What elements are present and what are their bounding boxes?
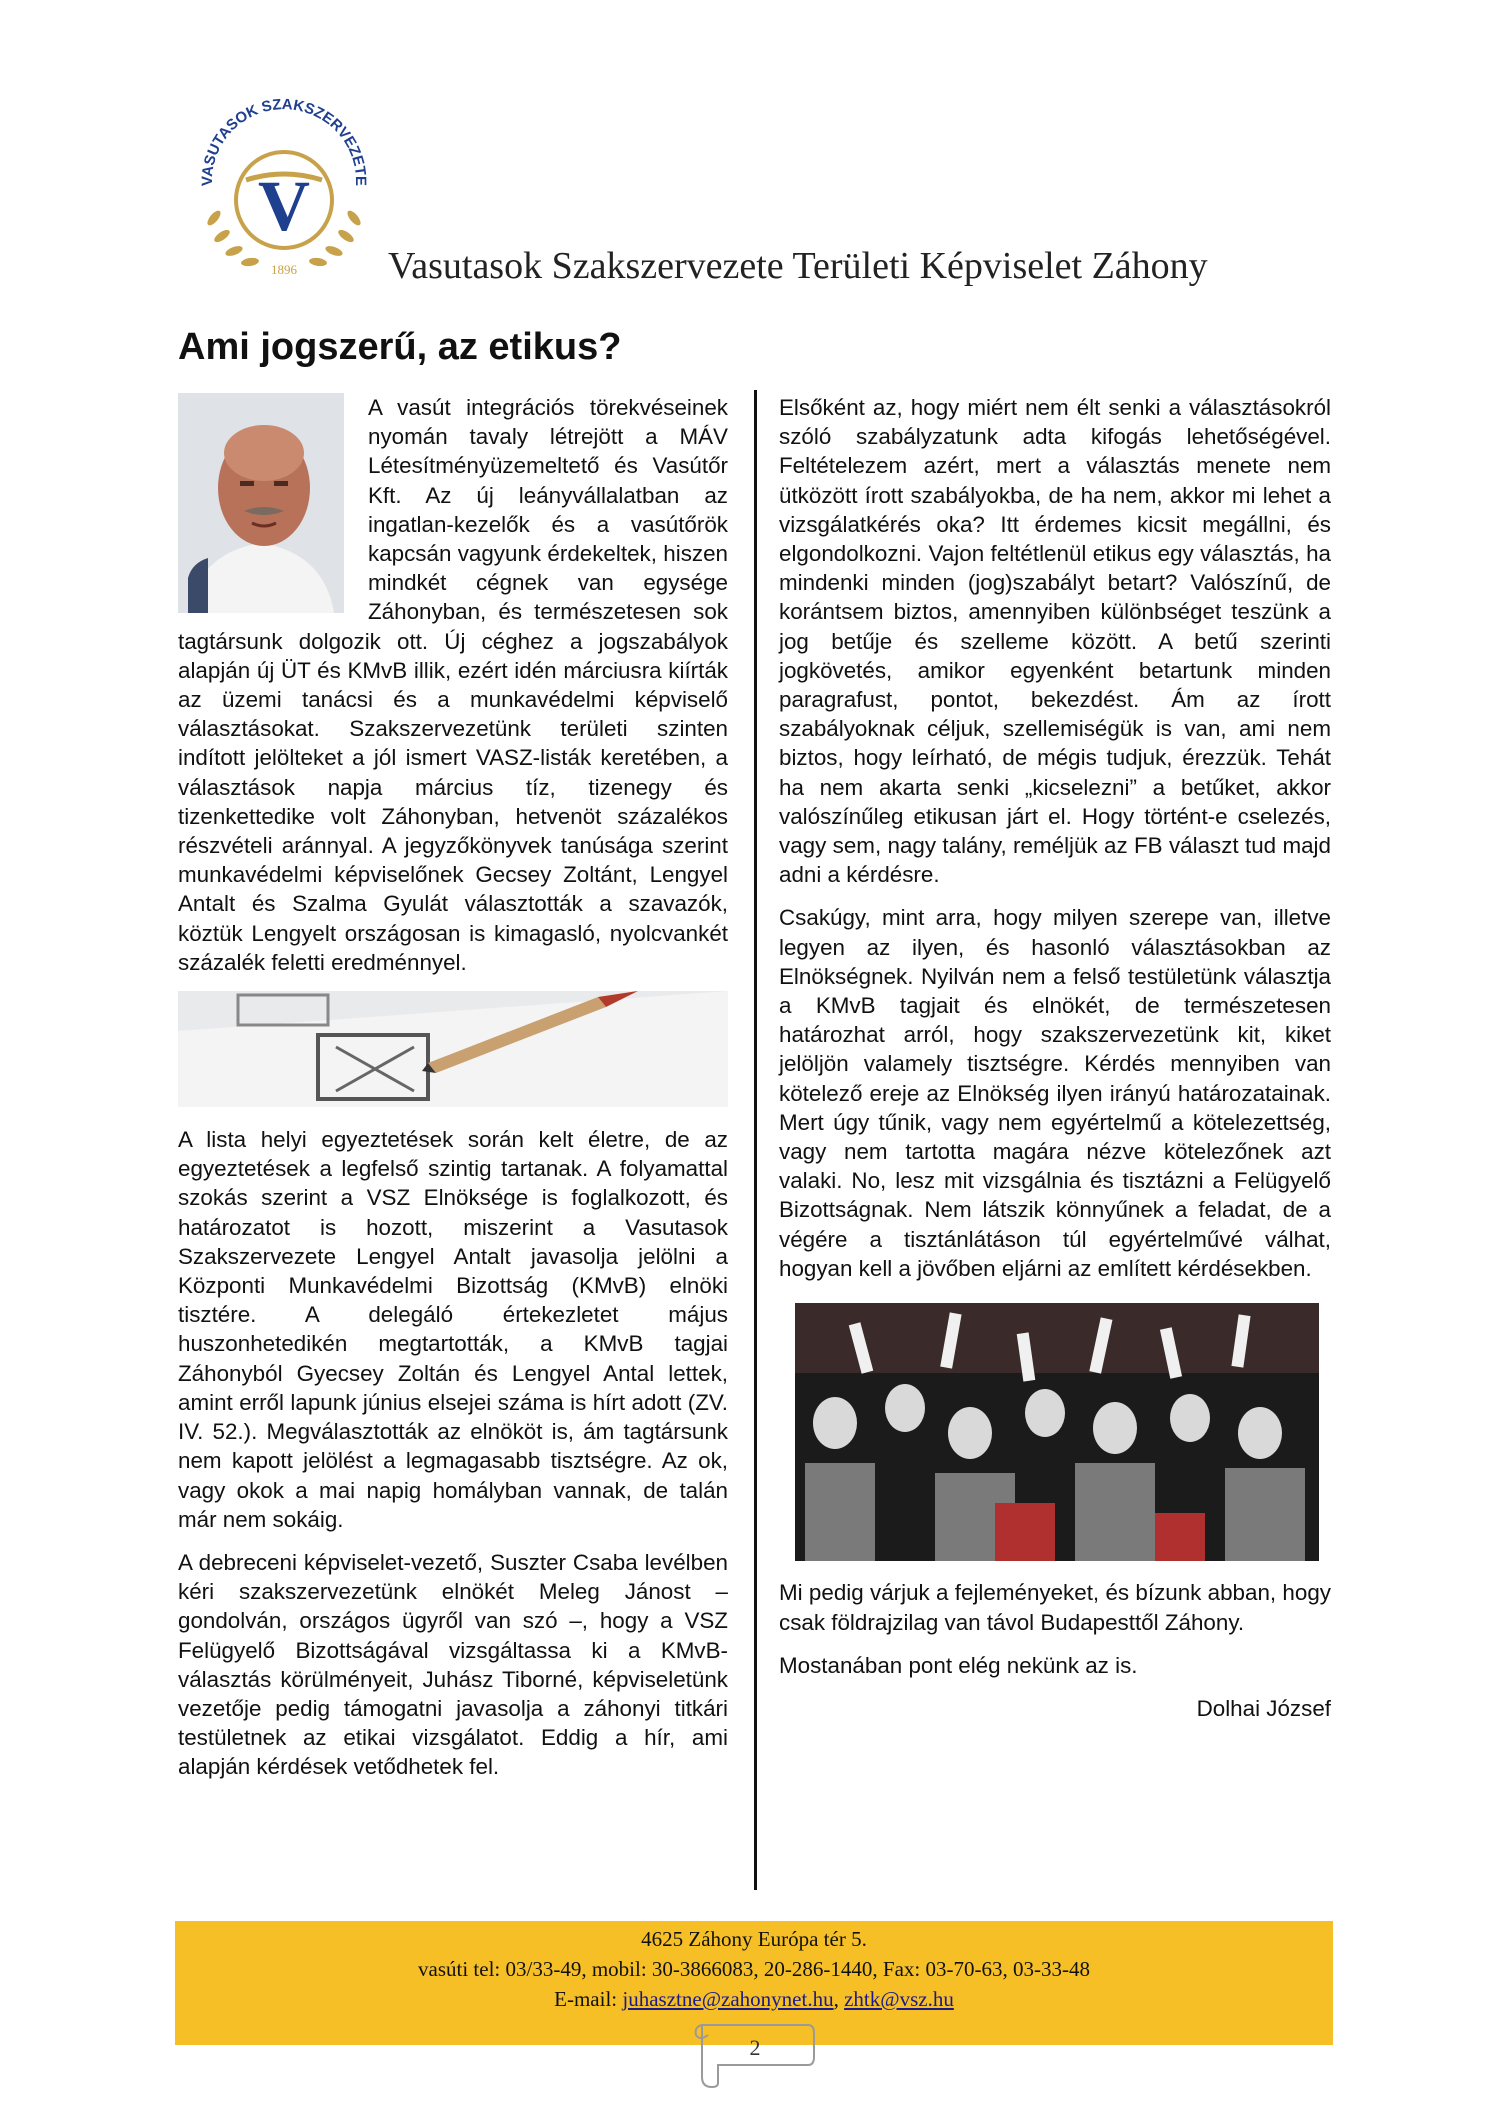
footer-email-separator: , [833, 1987, 839, 2011]
article-paragraph: Mi pedig várjuk a fejleményeket, és bízunk abban, hogy csak földrajzilag van távol Budapesttől Záhony. [779, 1580, 1331, 1635]
author-portrait [178, 393, 344, 613]
header-title: Vasutasok Szakszervezete Területi Képviselet Záhony [388, 245, 1208, 287]
article-paragraph: A debreceni képviselet-vezető, Suszter Csaba levélben kéri szakszervezetünk elnökét Meleg Jánost – gondolván, országos ügyről van szó –, hogy a VSZ Felügyelő Bizottságával vizsgáltassa ki a KMvB-választás körülményeit, Juhász Tiborné, képviseletünk vezetője pedig támogatni javasolja a záhonyi titkári testületnek az etikai vizsgálatot. Eddig a hír, ami alapján kérdések vetődhetek fel. [178, 1549, 728, 1780]
article-column-right [779, 393, 1331, 1737]
logo-letter: V [258, 166, 310, 246]
meeting-photo [795, 1303, 1319, 1561]
email-link-zhtk[interactable]: zhtk@vsz.hu [844, 1987, 954, 2011]
page-number-text: 2 [749, 2035, 761, 2060]
footer-address: 4625 Záhony Európa tér 5. [641, 1927, 867, 1951]
article-paragraph: Mostanában pont elég nekünk az is. [779, 1652, 1138, 1678]
footer-email-line [175, 1984, 1333, 2014]
email-link-juhasztne[interactable]: juhasztne@zahonynet.hu [622, 1987, 834, 2011]
column-divider [754, 390, 757, 1890]
union-logo [184, 88, 384, 288]
article-column-left [178, 393, 728, 1796]
footer-email-label: E-mail: [554, 1987, 618, 2011]
ballot-image [178, 991, 728, 1107]
page-number [690, 2017, 820, 2089]
article-paragraph: Csakúgy, mint arra, hogy milyen szerepe van, illetve legyen az ilyen, és hasonló választásokban az Elnökségnek. Nyilván nem a felső testületünk választja a KMvB tagjait és elnökét, de természetesen határozhat arról, hogy szakszervezetünk kit, kiket jelöljön valamely tisztségre. Kérdés mennyiben van kötelező ereje az Elnökség ilyen irányú határozatainak. Mert úgy tűnik, vagy nem egyértelmű a kötelezettség, vagy nem tartotta magára nézve kötelezőnek azt valaki. No, lesz mit vizsgálnia és tisztázni a Felügyelő Bizottságnak. Nem látszik könnyűnek a feladat, de a végére a tisztánlátáson túl egyértelművé válhat, hogyan kell a jövőben eljárni az említett kérdésekben. [779, 905, 1331, 1281]
logo-year: 1896 [271, 262, 297, 277]
article-title: Ami jogszerű, az etikus? [178, 326, 622, 368]
footer-phones: vasúti tel: 03/33-49, mobil: 30-3866083, 20-286-1440, Fax: 03-70-63, 03-33-48 [418, 1957, 1090, 1981]
author-signature: Dolhai József [1196, 1695, 1331, 1721]
article-paragraph: A vasút integrációs törekvéseinek nyomán tavaly létrejött a MÁV Létesítményüzemeltető és Vasútőr Kft. Az új leányvállalatban az ingatlan-kezelők és a vasútőrök kapcsán vagyunk érdekeltek, hiszen mindkét cégnek van egysége Záhonyban, és természetesen sok tagtársunk dolgozik ott. Új céghez a jogszabályok alapján új ÜT és KMvB illik, ezért idén márciusra kiírták az üzemi tanácsi és a munkavédelmi képviselő választásokat. Szakszervezetünk területi szinten indított jelölteket a jól ismert VASZ-listák keretében, a választások napja március tíz, tizenegy és tizenkettedike volt Záhonyban, hetvenöt százalékos részvételi aránnyal. A jegyzőkönyvek tanúsága szerint munkavédelmi képviselőnek Gecsey Zoltánt, Lengyel Antalt és Szalma Gyulát választották a szavazók, köztük Lengyelt országosan is kimagasló, nyolcvankét százalék feletti eredménnyel. [178, 395, 728, 975]
article-paragraph: A lista helyi egyeztetések során kelt életre, de az egyeztetések a legfelső szintig tartanak. A folyamattal szokás szerint a VSZ Elnöksége is foglalkozott, és határozatot is hozott, miszerint a Vasutasok Szakszervezete Lengyel Antalt javasolja jelölni a Központi Munkavédelmi Bizottság (KMvB) elnöki tisztére. A delegáló értekezletet május huszonhetedikén megtartották, a KMvB tagjai Záhonyból Gyecsey Zoltán és Lengyel Antal lettek, amint erről lapunk június elsejei száma is hírt adott (ZV. IV. 52.). Megválasztották az elnököt is, ám tagtársunk nem kapott jelölést a legmagasabb tisztségre. Az ok, vagy okok a mai napig homályban vannak, de talán már nem sokáig. [178, 1127, 728, 1532]
article-paragraph: Elsőként az, hogy miért nem élt senki a választásokról szóló szabályzatunk adta kifogás lehetőségével. Feltételezem azért, mert a választás menete nem ütközött írott szabályokba, de ha nem, akkor mi lehet a vizsgálatkérés oka? Itt érdemes kicsit megállni, és elgondolkozni. Vajon feltétlenül etikus egy választás, ha mindenki minden (jog)szabályt betart? Valószínű, de korántsem biztos, amennyiben különbséget teszünk a jog betűje és szelleme között. A betű szerinti jogkövetés, amikor egyenként betartunk minden paragrafust, pontot, bekezdést. Ám az írott szabályoknak céljuk, szellemiségük is van, ami nem biztos, hogy leírható, de mégis tudjuk, érezzük. Tehát ha nem akarta senki „kicselezni” a betűket, akkor valószínűleg etikusan járt el. Hogy történt-e cselezés, vagy sem, nagy talány, reméljük az FB választ tud majd adni a kérdésre. [779, 395, 1331, 888]
logo-arc-text: VASUTASOK SZAKSZERVEZETE [198, 95, 370, 187]
